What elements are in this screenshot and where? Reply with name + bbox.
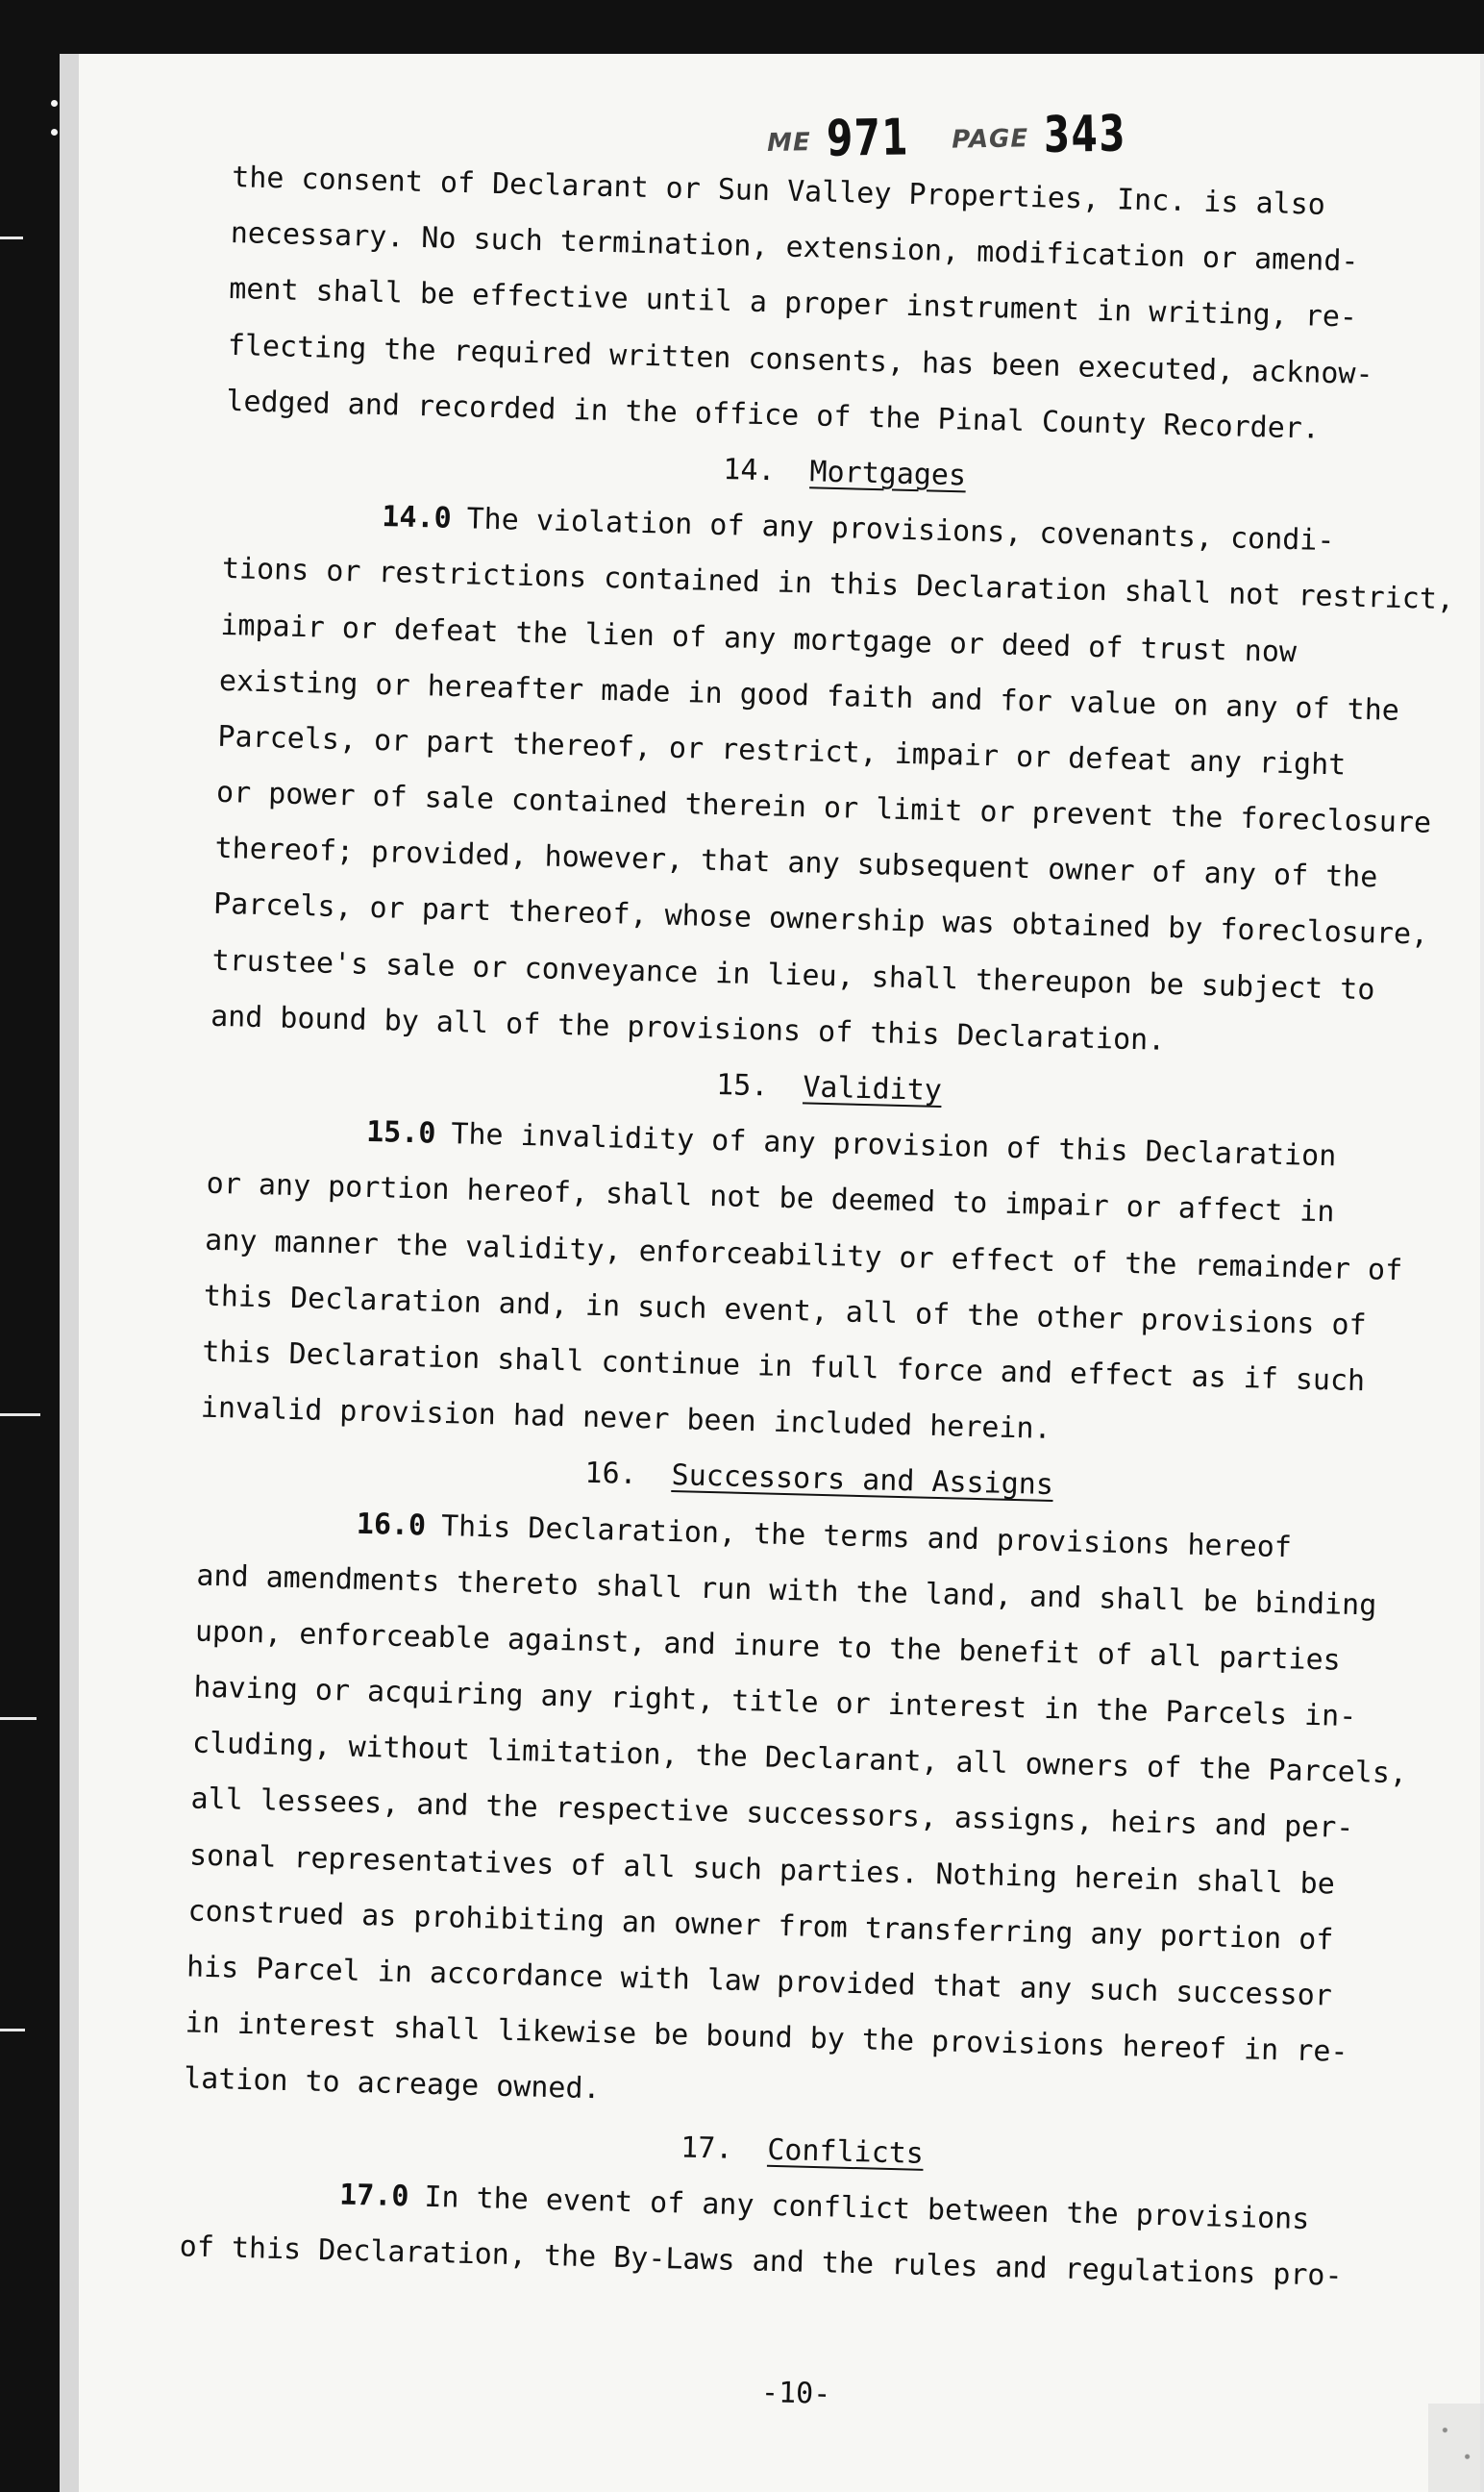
paragraph-line: tions or restrictions contained in this Declaration shall not restrict,: [221, 552, 1455, 617]
section-number: 17.: [680, 2131, 733, 2166]
paragraph-line: and bound by all of the provisions of this Declaration.: [210, 999, 1166, 1058]
paragraph-number: 17.0: [338, 2178, 409, 2214]
intro-line: ledged and recorded in the office of the Pinal County Recorder.: [225, 384, 1321, 446]
intro-line: necessary. No such termination, extension, modification or amend-: [230, 216, 1359, 279]
paragraph-line: his Parcel in accordance with law provided that any such successor: [186, 1950, 1333, 2013]
intro-line: flecting the required written consents, has been executed, acknow-: [227, 328, 1373, 391]
document-body: [179, 150, 1472, 2306]
paragraph-line: sonal representatives of all such parties. Nothing herein shall be: [188, 1838, 1336, 1902]
paragraph-line: impair or defeat the lien of any mortgage or deed of trust now: [220, 608, 1298, 669]
paragraph-line: in interest shall likewise be bound by the provisions hereof in re-: [185, 2006, 1348, 2070]
intro-line: the consent of Declarant or Sun Valley Properties, Inc. is also: [231, 160, 1326, 222]
paragraph-line: Parcels, or part thereof, whose ownership was obtained by foreclosure,: [212, 887, 1429, 953]
section-number: 14.: [722, 452, 776, 488]
intro-line: ment shall be effective until a proper instrument in writing, re-: [228, 272, 1358, 336]
paragraph-line: upon, enforceable against, and inure to the benefit of all parties: [194, 1614, 1342, 1678]
paragraph-line: trustee's sale or conveyance in lieu, shall thereupon be subject to: [211, 943, 1375, 1007]
book-stamp-label: ME: [766, 128, 811, 158]
recording-stamp: [766, 76, 1154, 169]
paragraph-line: all lessees, and the respective successors, assigns, heirs and per-: [190, 1782, 1354, 1846]
paragraph-text: This Declaration, the terms and provisions hereof: [440, 1508, 1293, 1564]
section-number: 15.: [715, 1068, 769, 1104]
scan-edge-tick: [0, 237, 23, 239]
paragraph-line: this Declaration and, in such event, all of the other provisions of: [203, 1279, 1368, 1342]
paragraph-line: existing or hereafter made in good faith and for value on any of the: [218, 663, 1400, 728]
paragraph-line: or power of sale contained therein or limit or prevent the foreclosure: [215, 775, 1432, 840]
paragraph-line: having or acquiring any right, title or interest in the Parcels in-: [193, 1670, 1357, 1734]
paragraph-number: 15.0: [365, 1115, 436, 1151]
paragraph-line: Parcels, or part thereof, or restrict, impair or defeat any right: [217, 719, 1347, 783]
paragraph-line: and amendments thereto shall run with the land, and shall be binding: [196, 1558, 1377, 1623]
scan-edge-noise: [60, 54, 79, 2492]
paragraph-line: lation to acreage owned.: [183, 2061, 602, 2106]
paragraph-number: 14.0: [381, 500, 453, 536]
scan-edge-noise: [1480, 54, 1484, 2492]
paragraph-number: 16.0: [356, 1507, 427, 1543]
paragraph-line: construed as prohibiting an owner from transferring any portion of: [187, 1894, 1334, 1957]
section-number: 16.: [584, 1457, 638, 1492]
paragraph-text: The invalidity of any provision of this Declaration: [450, 1117, 1337, 1174]
paragraph-line: invalid provision had never been included herein.: [200, 1390, 1052, 1447]
scan-corner-noise: [1428, 2404, 1484, 2492]
paragraph-line: of this Declaration, the By-Laws and the rules and regulations pro-: [179, 2230, 1343, 2293]
scan-dot: [51, 100, 58, 107]
paragraph-line: any manner the validity, enforceability or effect of the remainder of: [204, 1223, 1403, 1287]
section-title: Successors and Assigns: [671, 1458, 1054, 1503]
paragraph-text: The violation of any provisions, covenants, condi-: [466, 502, 1335, 559]
paragraph-line: or any portion hereof, shall not be deemed to impair or affect in: [206, 1167, 1335, 1230]
page-footer-number: -10-: [760, 2376, 831, 2411]
scanned-document-page: [60, 54, 1484, 2492]
page-number-stamp: 343: [1043, 105, 1127, 164]
book-number: 971: [826, 109, 910, 168]
scan-edge-tick: [0, 2029, 25, 2031]
scan-dot: [51, 129, 58, 136]
section-title: Mortgages: [809, 455, 967, 493]
paragraph-line: cluding, without limitation, the Declarant, all owners of the Parcels,: [191, 1726, 1408, 1791]
page-stamp-label: PAGE: [951, 124, 1029, 155]
paragraph-text: In the event of any conflict between the provisions: [423, 2180, 1310, 2236]
scan-edge-tick: [0, 1717, 37, 1720]
paragraph-line: thereof; provided, however, that any subsequent owner of any of the: [214, 832, 1378, 895]
section-title: Validity: [802, 1070, 943, 1108]
paragraph-line: this Declaration shall continue in full force and effect as if such: [201, 1334, 1366, 1399]
scan-edge-tick: [0, 1413, 40, 1416]
section-title: Conflicts: [766, 2132, 925, 2171]
